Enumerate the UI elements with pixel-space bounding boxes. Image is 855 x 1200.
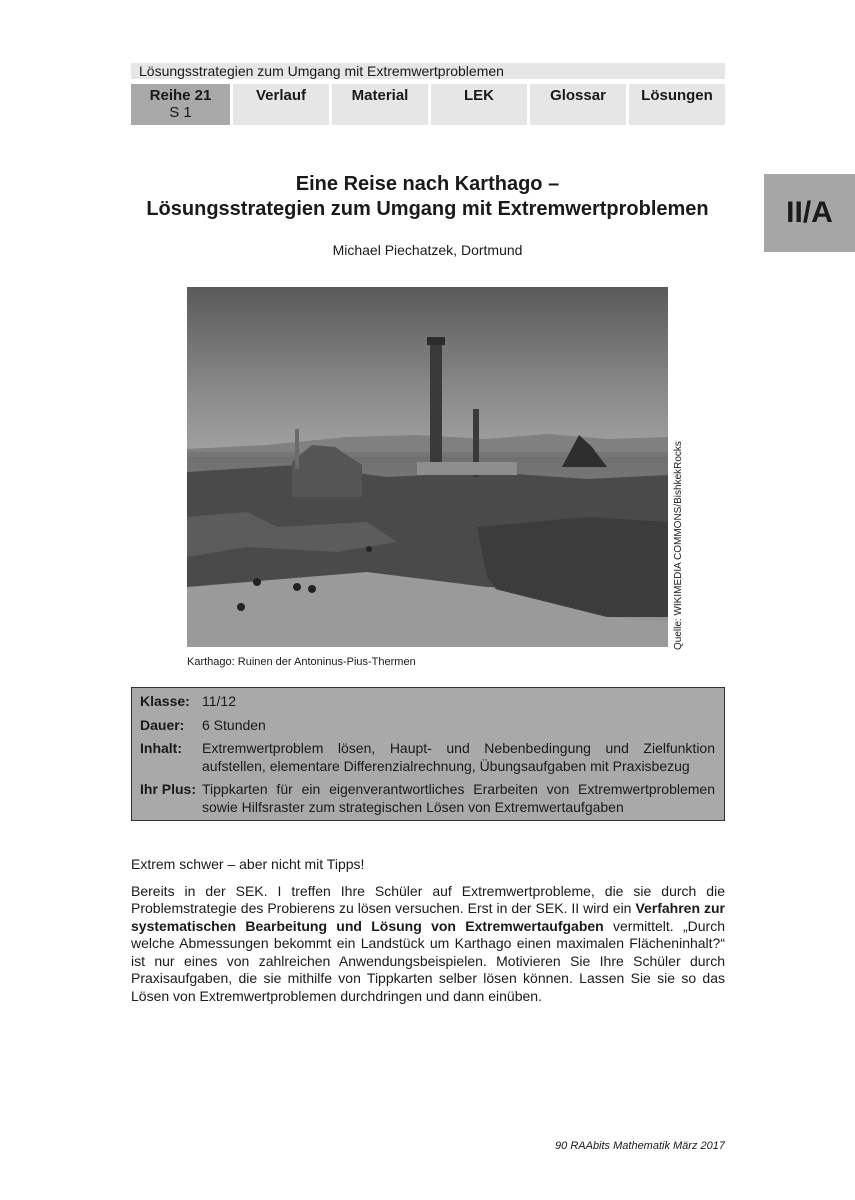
intro-paragraph <box>131 883 725 1006</box>
page-footer: 90 RAAbits Mathematik März 2017 <box>555 1140 725 1152</box>
intro-p1: Bereits in der SEK. I treffen Ihre Schüler auf Extremwertprobleme, die sie durch die Problemstrategie des Probierens zu lösen versuchen. Erst in der SEK. II wird ein <box>131 882 725 916</box>
info-box <box>131 687 725 821</box>
tab-verlauf[interactable]: Verlauf <box>233 84 329 125</box>
intro-p1-rest: vermittelt. „Durch welche Abmessungen bekommt ein Landstück um Karthago einen maximalen Flächeninhalt?“ ist nur eines von zahlreichen Anwendungsbeispielen. Motivieren Sie Ihre Schüler durch Praxisaufgaben, die sie mithilfe von Tippkarten selber lösen können. Lassen Sie sie so das Lösen von Extremwertproblemen durchdringen und dann einüben. <box>131 917 725 1004</box>
tab-loesungen[interactable]: Lösungen <box>629 84 725 125</box>
section-nav <box>131 84 725 125</box>
title-line-1: Eine Reise nach Karthago – <box>295 173 560 195</box>
dauer-label: Dauer: <box>140 716 185 733</box>
building <box>417 462 517 475</box>
tab-glossar[interactable]: Glossar <box>530 84 626 125</box>
tab-reihe-page: S 1 <box>169 104 192 121</box>
info-row-dauer <box>140 717 715 735</box>
page-title <box>100 172 755 222</box>
inhalt-value: Extremwertproblem lösen, Haupt- und Nebenbedingung und Zielfunktion aufstellen, elementare Differenzialrechnung, Übungsaufgaben mit Praxisbezug <box>202 740 715 774</box>
karthago-photo <box>187 287 668 647</box>
photo-credit: Quelle: WIKIMEDIA COMMONS/BishkekRocks <box>673 441 684 650</box>
tab-material[interactable]: Material <box>332 84 428 125</box>
tab-reihe-label: Reihe 21 <box>149 87 212 104</box>
chapter-tab: II/A <box>764 174 855 252</box>
title-line-2: Lösungsstrategien zum Umgang mit Extremwertproblemen <box>146 198 709 220</box>
column-capital <box>427 337 445 345</box>
plus-label: Ihr Plus: <box>140 781 197 797</box>
intro-lead: Extrem schwer – aber nicht mit Tipps! <box>131 856 365 872</box>
inhalt-label: Inhalt: <box>140 740 182 756</box>
klasse-value: 11/12 <box>202 693 236 709</box>
dauer-value: 6 Stunden <box>202 716 266 733</box>
info-row-inhalt <box>140 740 715 775</box>
intro-text <box>131 856 725 1005</box>
tab-lek[interactable]: LEK <box>431 84 527 125</box>
tall-column <box>430 342 442 472</box>
photo-caption: Karthago: Ruinen der Antoninus-Pius-Thermen <box>187 656 416 668</box>
info-row-klasse <box>140 693 715 711</box>
intro-p1-bold: Verfahren zur systematischen Bearbeitung und Lösung von Extremwertaufgaben <box>131 900 725 934</box>
author: Michael Piechatzek, Dortmund <box>332 242 523 258</box>
plus-value: Tippkarten für ein eigenverantwortliches Erarbeiten von Extremwertproblemen sowie Hilfsraster zum strategischen Lösen von Extremwertaufgaben <box>202 781 715 815</box>
klasse-label: Klasse: <box>140 693 190 709</box>
person <box>237 603 245 611</box>
tab-reihe[interactable] <box>131 84 230 125</box>
person <box>253 578 261 586</box>
info-row-plus <box>140 781 715 816</box>
person <box>366 546 372 552</box>
running-title: Lösungsstrategien zum Umgang mit Extremwertproblemen <box>131 63 725 79</box>
person <box>293 583 301 591</box>
small-column <box>295 429 299 469</box>
person <box>308 585 316 593</box>
